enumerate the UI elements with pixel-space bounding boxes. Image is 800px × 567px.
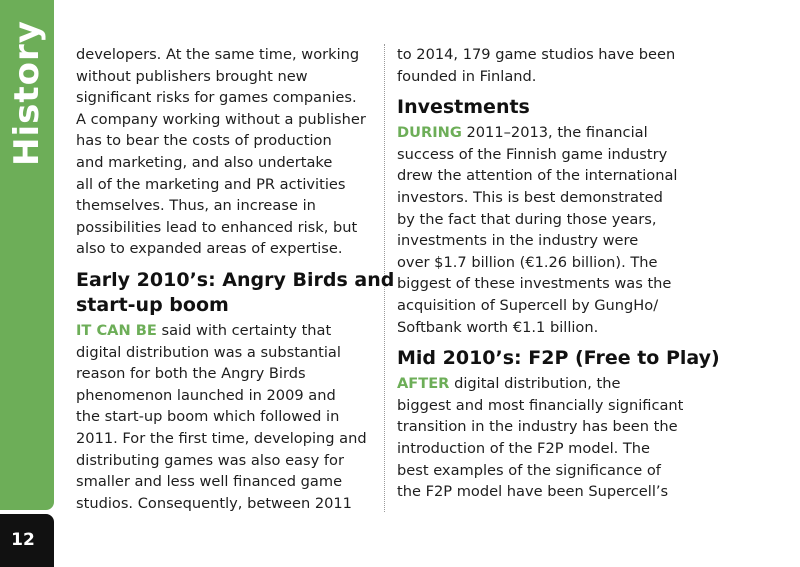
text-line: the F2P model have been Supercell’s — [397, 483, 669, 501]
text-line: investments in the industry were — [397, 232, 639, 250]
text-line: without publishers brought new — [76, 67, 308, 85]
text-line: over $1.7 billion (€1.26 billion). The — [397, 253, 658, 271]
text-line: digital distribution was a substantial — [76, 343, 341, 361]
text-line: all of the marketing and PR activities — [76, 175, 346, 193]
heading-line: Mid 2010’s: F2P (Free to Play) — [397, 347, 720, 370]
text-line: A company working without a publisher — [76, 110, 366, 128]
text-line: smaller and less well financed game — [76, 473, 343, 491]
right-paragraph-2 — [397, 122, 697, 338]
heading-line: Early 2010’s: Angry Birds and — [76, 268, 395, 291]
left-paragraph-1 — [76, 44, 376, 260]
text-line — [76, 320, 376, 342]
text-line: studios. Consequently, between 2011 — [76, 494, 352, 512]
text-line: best examples of the significance of — [397, 461, 661, 479]
text-line: themselves. Thus, an increase in — [76, 197, 316, 215]
chapter-sidebar — [0, 0, 54, 510]
right-paragraph-3 — [397, 373, 697, 503]
lead-line-rest: said with certainty that — [156, 321, 332, 339]
text-line: phenomenon launched in 2009 and — [76, 386, 336, 404]
text-line: biggest of these investments was the — [397, 275, 672, 293]
section-heading-investments — [397, 95, 697, 120]
text-line: Softbank worth €1.1 billion. — [397, 318, 599, 336]
text-line: significant risks for games companies. — [76, 89, 357, 107]
right-paragraph-1 — [397, 44, 697, 87]
page-number-tab — [0, 514, 54, 567]
lead-line-rest: digital distribution, the — [449, 375, 621, 393]
text-line: founded in Finland. — [397, 67, 537, 85]
section-heading-angry-birds — [76, 268, 395, 318]
lead-in: DURING — [397, 124, 462, 142]
left-paragraph-2 — [76, 320, 376, 514]
text-line: by the fact that during those years, — [397, 210, 657, 228]
text-line: transition in the industry has been the — [397, 418, 678, 436]
text-line: developers. At the same time, working — [76, 46, 360, 63]
page-number: 12 — [11, 530, 35, 550]
heading-line: start-up boom — [76, 293, 229, 316]
text-line: biggest and most financially significant — [397, 396, 684, 414]
text-line: also to expanded areas of expertise. — [76, 240, 343, 258]
chapter-title: History — [7, 20, 47, 166]
lead-in: IT CAN BE — [76, 321, 157, 339]
text-line — [397, 373, 697, 395]
text-line: the start-up boom which followed in — [76, 408, 340, 426]
lead-in: AFTER — [397, 375, 450, 393]
text-line: possibilities lead to enhanced risk, but — [76, 218, 358, 236]
text-line: acquisition of Supercell by GungHo/ — [397, 296, 659, 314]
lead-line-rest: 2011–2013, the financial — [461, 124, 648, 142]
right-column — [397, 44, 720, 503]
text-line: reason for both the Angry Birds — [76, 365, 306, 383]
text-line: introduction of the F2P model. The — [397, 439, 651, 457]
text-line: to 2014, 179 game studios have been — [397, 46, 676, 63]
text-line — [397, 122, 697, 144]
text-line: 2011. For the first time, developing and — [76, 429, 367, 447]
text-line: drew the attention of the international — [397, 167, 678, 185]
heading-line: Investments — [397, 96, 530, 119]
text-line: and marketing, and also undertake — [76, 153, 333, 171]
text-line: has to bear the costs of production — [76, 132, 332, 150]
section-heading-f2p — [397, 346, 720, 371]
text-line: investors. This is best demonstrated — [397, 188, 663, 206]
left-column — [76, 44, 395, 514]
text-line: success of the Finnish game industry — [397, 145, 668, 163]
text-line: distributing games was also easy for — [76, 451, 344, 469]
